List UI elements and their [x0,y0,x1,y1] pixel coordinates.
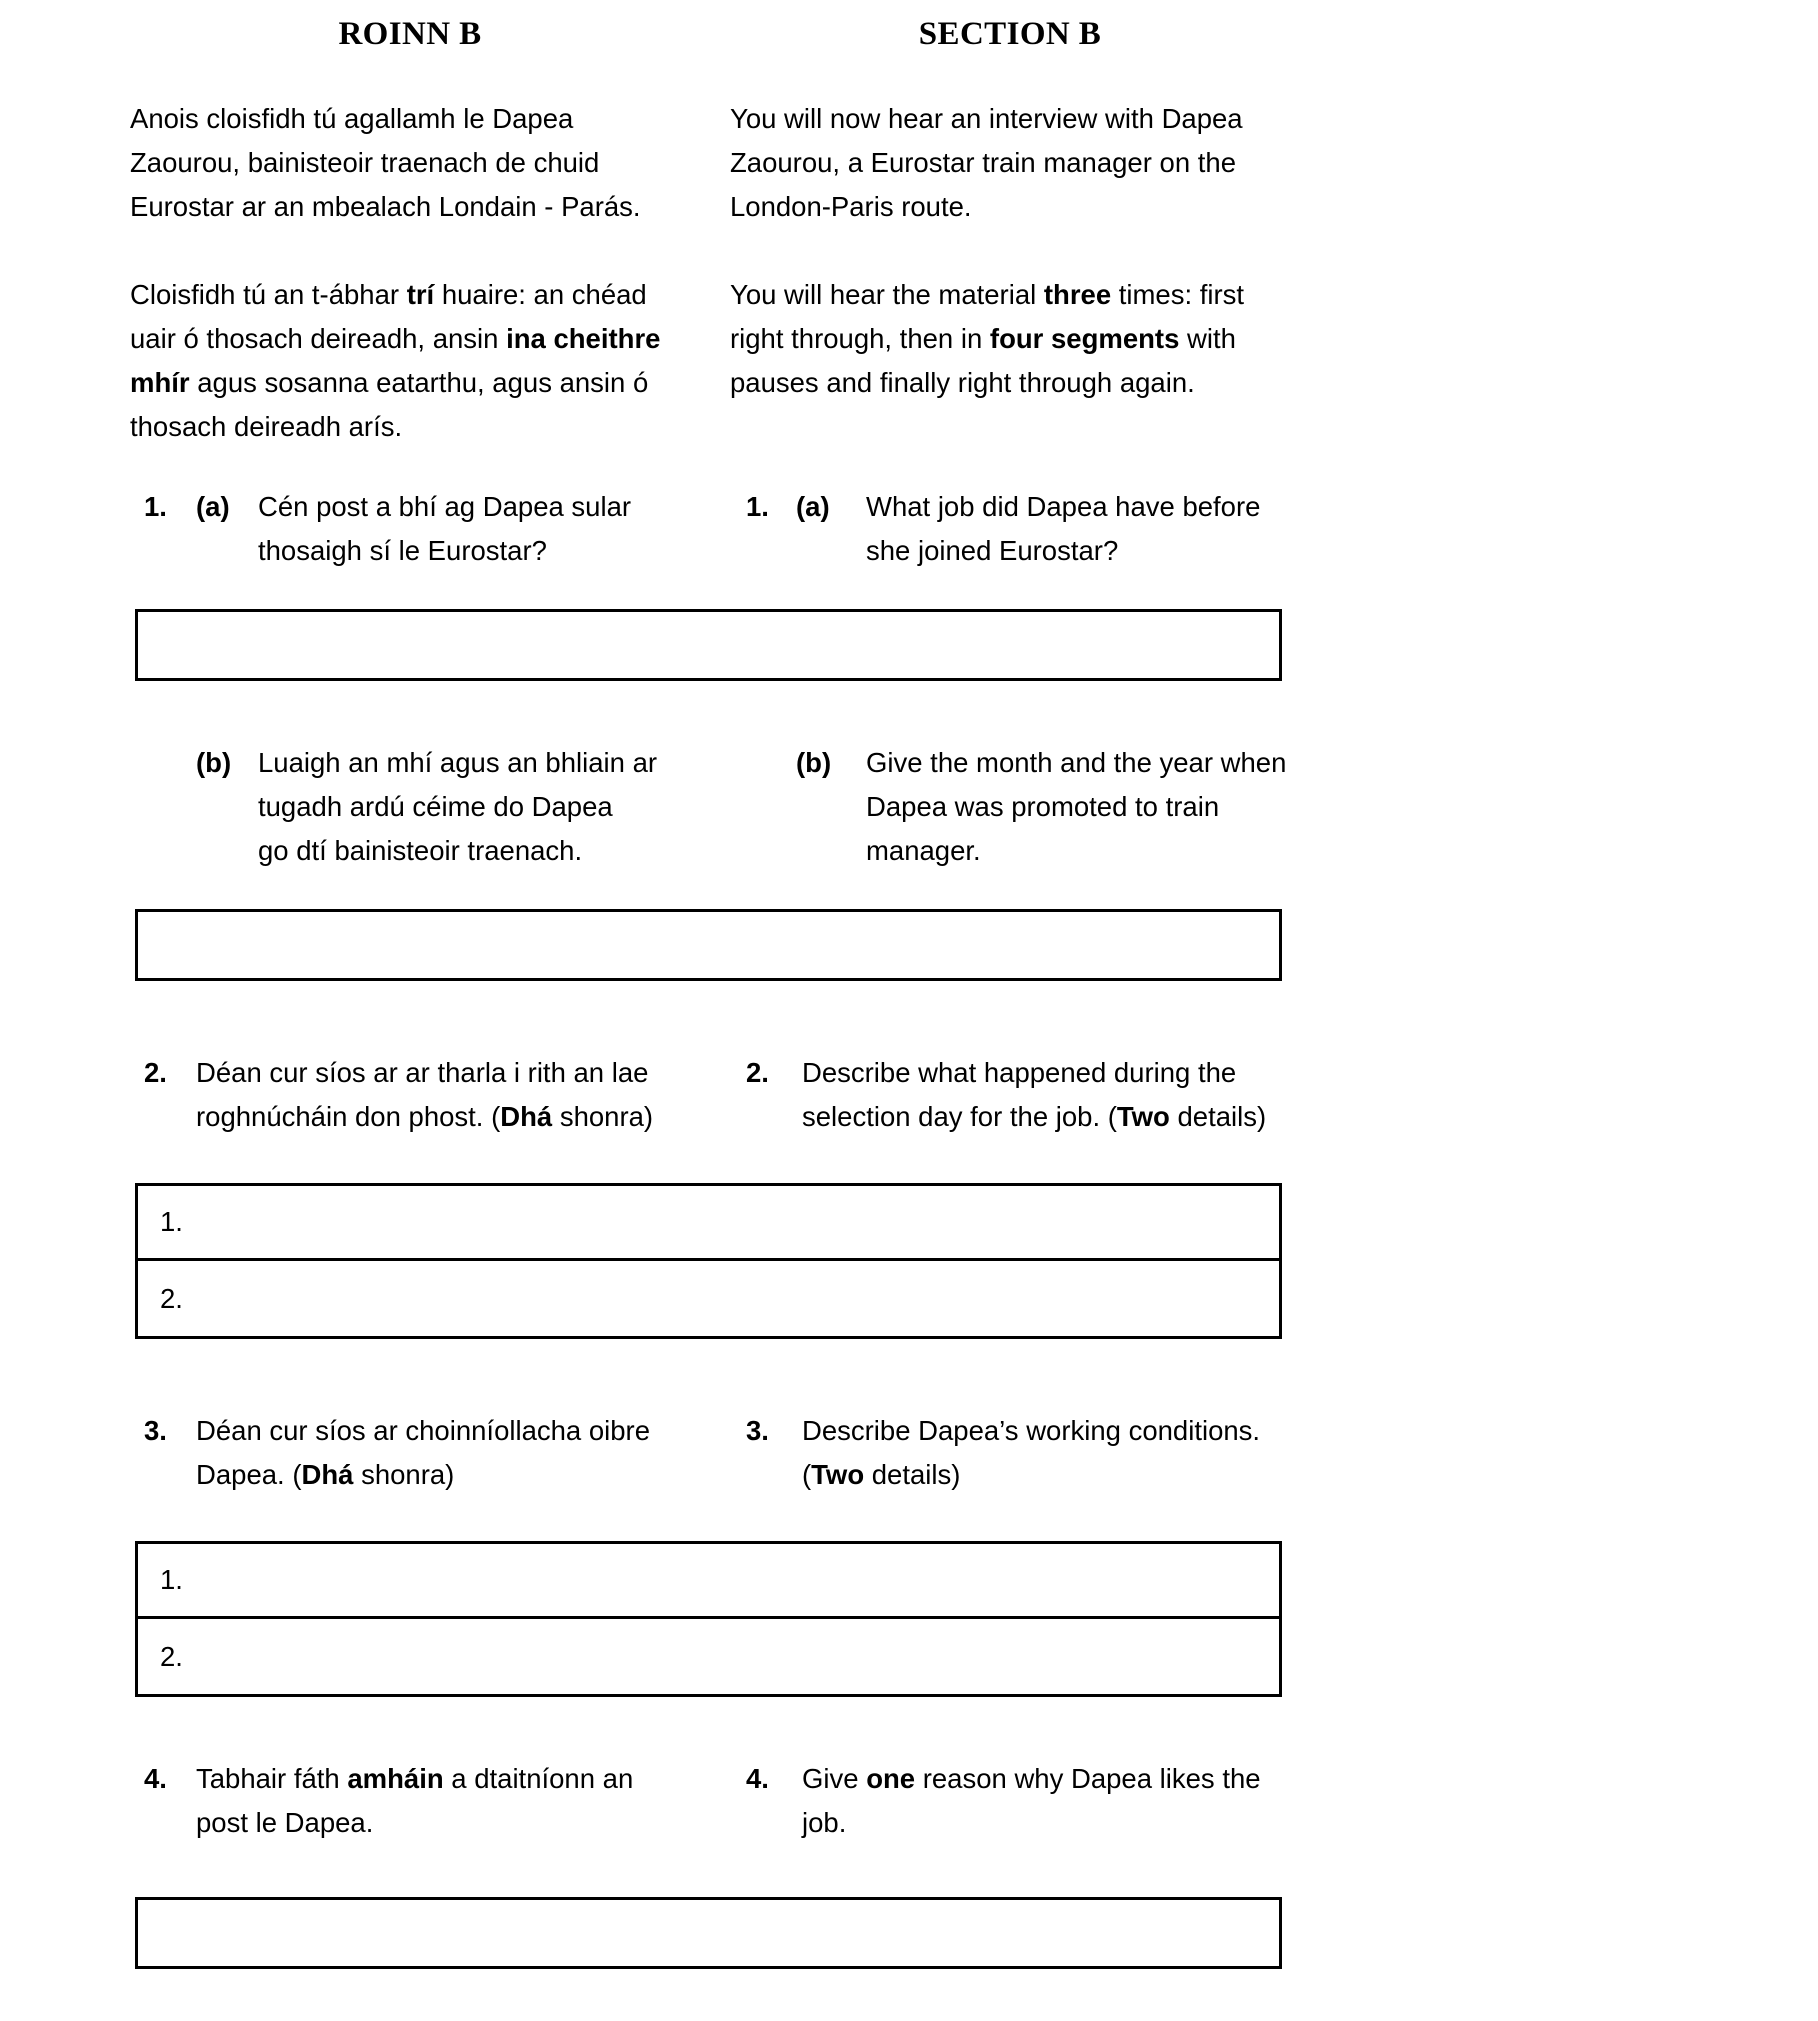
question-3-english [730,1409,1290,1497]
question-2-text-irish [196,1051,690,1139]
question-1a-irish [130,485,690,573]
question-1b-sublabel-irish: (b) [196,747,232,778]
question-3-irish [130,1409,690,1497]
spacer [0,1139,1818,1183]
question-4-text-irish-a: Tabhair fáth [196,1763,348,1794]
answer-box-question-2[interactable] [135,1183,1282,1339]
question-1a-row [130,485,1290,573]
answer-box-question-4[interactable] [135,1897,1282,1969]
question-4-bold-irish: amháin [347,1763,444,1794]
question-1b-text-english: Give the month and the year when Dapea was promoted to train manager. [866,747,1287,866]
question-2-number-english: 2. [746,1057,769,1088]
spacer [0,681,1818,741]
answer-line[interactable]: 2. [160,1640,183,1672]
question-2-row [130,1051,1290,1139]
question-1b-number-english [730,741,796,873]
question-3-text-english [796,1409,1290,1497]
intro-english-p2-text-a: You will hear the material [730,279,1044,310]
question-4-english [730,1757,1290,1845]
question-3-text-irish-b: shonra) [353,1459,455,1490]
question-2-bold-english: Two [1116,1101,1170,1132]
question-1a-number-irish: 1. [144,491,167,522]
spacer [0,1697,1818,1757]
intro-irish-p2-text-c: agus sosanna eatarthu, agus ansin ó thosach deireadh arís. [130,367,649,442]
question-4-bold-english: one [866,1763,916,1794]
intro-irish-p2-text-a: Cloisfidh tú an t-ábhar [130,279,407,310]
question-2-bold-irish: Dhá [500,1101,553,1132]
question-2-english [730,1051,1290,1139]
question-2-text-irish-b: shonra) [552,1101,654,1132]
answer-line[interactable]: 1. [138,1186,1279,1261]
question-4-number-english: 4. [746,1763,769,1794]
question-2-text-english [796,1051,1290,1139]
question-4-row [130,1757,1290,1845]
question-2-text-english-a: Describe what happened during the selection day for the job. ( [802,1057,1237,1132]
section-headings [130,0,1290,53]
intro-english-para-1: You will now hear an interview with Dapea Zaourou, a Eurostar train manager on the London-Paris route. [730,103,1243,222]
question-3-bold-english: Two [811,1459,865,1490]
question-1a-sublabel-irish: (a) [196,491,230,522]
question-3-row [130,1409,1290,1497]
question-1a-text-irish: Cén post a bhí ag Dapea sular thosaigh sí le Eurostar? [258,491,632,566]
spacer [0,1339,1818,1409]
spacer [0,1497,1818,1541]
question-4-text-english-b: reason why Dapea likes the job. [802,1763,1261,1838]
question-2-number-irish: 2. [144,1057,167,1088]
question-1a-english [730,485,1290,573]
intro-block [130,53,1290,449]
question-4-text-english-a: Give [802,1763,867,1794]
question-3-text-irish-a: Déan cur síos ar choinníollacha oibre Dapea. ( [196,1415,651,1490]
question-1b-text-irish-line-b: go dtí bainisteoir traenach. [258,835,583,866]
question-4-number-irish: 4. [144,1763,167,1794]
question-1b-english [730,741,1290,873]
answer-line[interactable]: 1. [138,1544,1279,1619]
answer-line[interactable]: 2. [160,1282,183,1314]
intro-english-para-2 [730,273,1290,405]
intro-column-irish [130,97,690,449]
question-1b-sublabel-english: (b) [796,747,832,778]
question-1b-text-irish [258,741,690,873]
spacer [0,873,1818,909]
intro-column-english [730,97,1290,449]
answer-box-question-3[interactable] [135,1541,1282,1697]
question-4-text-english [796,1757,1290,1845]
spacer [0,981,1818,1051]
question-4-irish [130,1757,690,1845]
question-3-text-english-b: details) [864,1459,961,1490]
spacer [0,449,1818,485]
answer-box-question-1a[interactable] [135,609,1282,681]
intro-irish-p2-bold-times: trí [406,279,435,310]
question-3-text-english-paren: ( [802,1459,812,1490]
section-heading-irish: ROINN B [338,16,482,52]
intro-irish-p2-text-b: huaire: an chéad uair ó thosach deireadh, ansin [130,279,647,354]
question-1b-row [130,741,1290,873]
question-1b-irish [130,741,690,873]
spacer [0,1845,1818,1897]
intro-irish-para-2 [130,273,690,449]
intro-english-p2-text-c: with pauses and finally right through again. [730,323,1236,398]
question-1a-sublabel-english: (a) [796,491,830,522]
question-4-text-irish-b: a dtaitníonn an post le Dapea. [196,1763,634,1838]
intro-english-p2-text-b: times: first right through, then in [730,279,1245,354]
answer-line[interactable] [138,912,1279,978]
intro-english-p2-bold-times: three [1043,279,1112,310]
question-2-text-english-b: details) [1169,1101,1267,1132]
intro-english-p2-bold-segments: four segments [989,323,1180,354]
question-3-text-irish [196,1409,690,1497]
answer-line[interactable] [138,612,1279,678]
question-4-text-irish [196,1757,690,1845]
question-2-text-irish-a: Déan cur síos ar ar tharla i rith an lae roghnúcháin don phost. ( [196,1057,649,1132]
question-1b-number-irish [130,741,196,873]
question-1a-text-english: What job did Dapea have before she joined Eurostar? [866,491,1261,566]
question-3-text-english-a: Describe Dapea’s working conditions. [802,1415,1261,1446]
answer-line[interactable] [138,1900,1279,1966]
answer-box-question-1b[interactable] [135,909,1282,981]
question-3-number-english: 3. [746,1415,769,1446]
spacer [0,573,1818,609]
question-1b-text-irish-line-a: Luaigh an mhí agus an bhliain ar tugadh ardú céime do Dapea [258,747,658,822]
intro-irish-para-1: Anois cloisfidh tú agallamh le Dapea Zaourou, bainisteoir traenach de chuid Eurostar ar an mbealach Londain - Parás. [130,103,641,222]
section-heading-english: SECTION B [918,16,1102,52]
question-3-number-irish: 3. [144,1415,167,1446]
question-2-irish [130,1051,690,1139]
question-1a-number-english: 1. [746,491,769,522]
intro-irish-p2-bold-segments: ina cheithre mhír [130,323,661,398]
question-3-bold-irish: Dhá [301,1459,354,1490]
